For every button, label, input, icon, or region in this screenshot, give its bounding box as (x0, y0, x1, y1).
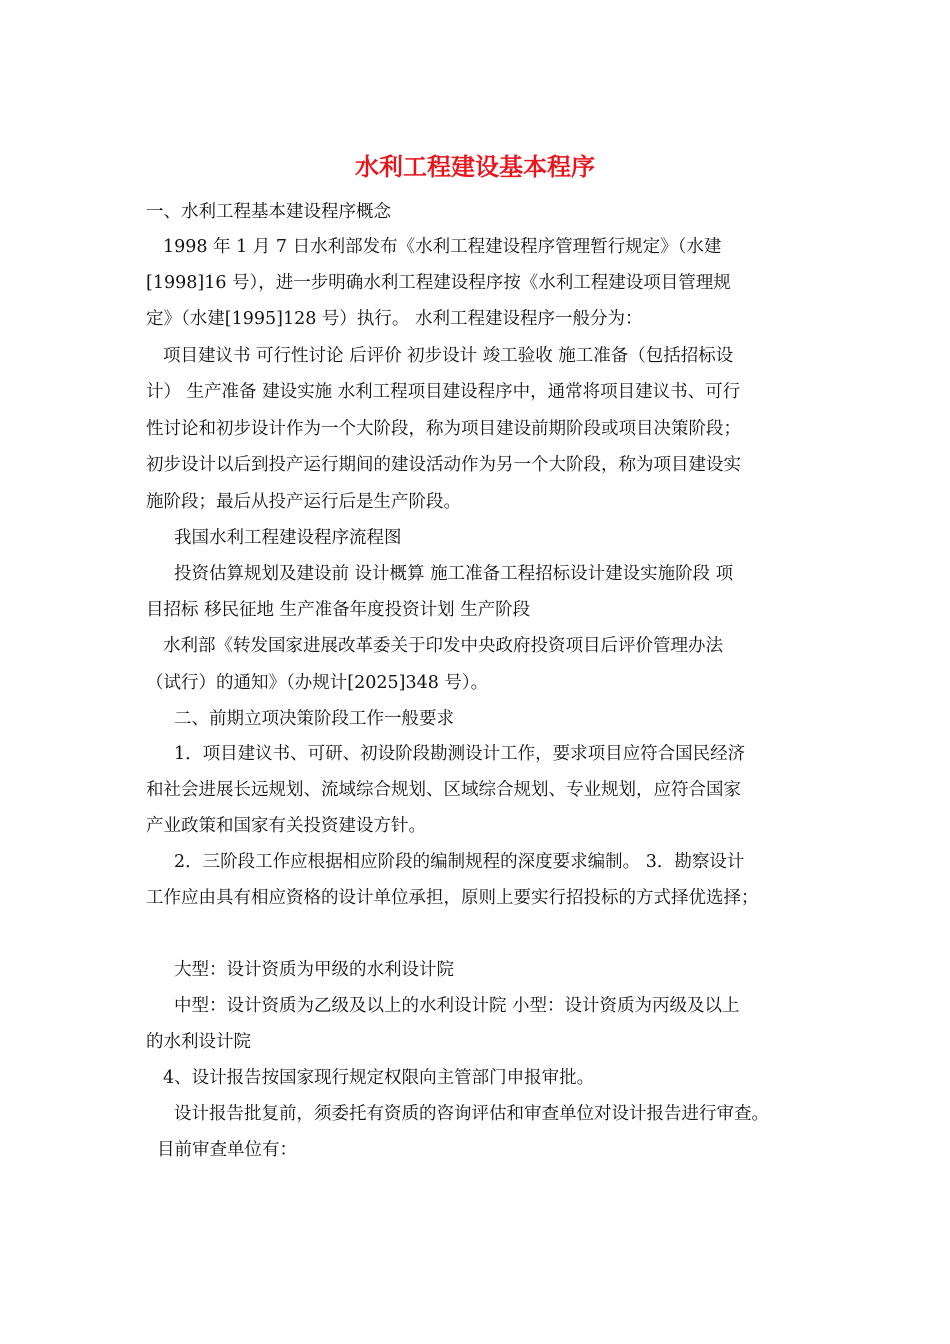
paragraph-line: 产业政策和国家有关投资建设方针。 (146, 816, 426, 836)
paragraph-line: 设计报告批复前，须委托有资质的咨询评估和审查单位对设计报告进行审查。 (174, 1104, 769, 1124)
paragraph-line: 目前审查单位有： (157, 1140, 297, 1160)
section-heading-2: 二、前期立项决策阶段工作一般要求 (174, 709, 454, 729)
paragraph-line: 水利部《转发国家进展改革委关于印发中央政府投资项目后评价管理办法 (163, 636, 723, 656)
paragraph-line: 投资估算规划及建设前 设计概算 施工准备工程招标设计建设实施阶段 项 (174, 564, 734, 584)
paragraph-line: 计） 生产准备 建设实施 水利工程项目建设程序中，通常将项目建议书、可行 (146, 382, 741, 402)
paragraph-line: 施阶段；最后从投产运行后是生产阶段。 (146, 492, 461, 512)
paragraph-line: 1．项目建议书、可研、初设阶段勘测设计工作，要求项目应符合国民经济 (174, 744, 746, 764)
document-title: 水利工程建设基本程序 (355, 153, 595, 181)
section-heading-1: 一、水利工程基本建设程序概念 (146, 202, 391, 222)
subheading-flowchart: 我国水利工程建设程序流程图 (174, 528, 402, 548)
paragraph-line: 的水利设计院 (146, 1032, 251, 1052)
paragraph-line: 项目建议书 可行性讨论 后评价 初步设计 竣工验收 施工准备（包括招标设 (163, 346, 734, 366)
paragraph-line: 目招标 移民征地 生产准备年度投资计划 生产阶段 (146, 600, 531, 620)
paragraph-line: 工作应由具有相应资格的设计单位承担，原则上要实行招投标的方式择优选择； (146, 888, 759, 908)
paragraph-line: 大型：设计资质为甲级的水利设计院 (174, 960, 454, 980)
paragraph-line: 4、设计报告按国家现行规定权限向主管部门申报审批。 (163, 1068, 595, 1088)
paragraph-line: 1998 年 1 月 7 日水利部发布《水利工程建设程序管理暂行规定》（水建 (163, 237, 722, 257)
paragraph-line: 性讨论和初步设计作为一个大阶段，称为项目建设前期阶段或项目决策阶段； (146, 419, 741, 439)
paragraph-line: （试行）的通知》（办规计[2025]348 号）。 (146, 673, 489, 693)
paragraph-line: 中型：设计资质为乙级及以上的水利设计院 小型：设计资质为丙级及以上 (174, 996, 740, 1016)
paragraph-line: 定》（水建[1995]128 号）执行。 水利工程建设程序一般分为： (146, 309, 643, 329)
paragraph-line: 2．三阶段工作应根据相应阶段的编制规程的深度要求编制。 3．勘察设计 (174, 852, 745, 872)
paragraph-line: [1998]16 号），进一步明确水利工程建设程序按《水利工程建设项目管理规 (146, 273, 731, 293)
paragraph-line: 和社会进展长远规划、流域综合规划、区域综合规划、专业规划，应符合国家 (146, 780, 741, 800)
paragraph-line: 初步设计以后到投产运行期间的建设活动作为另一个大阶段，称为项目建设实 (146, 455, 741, 475)
